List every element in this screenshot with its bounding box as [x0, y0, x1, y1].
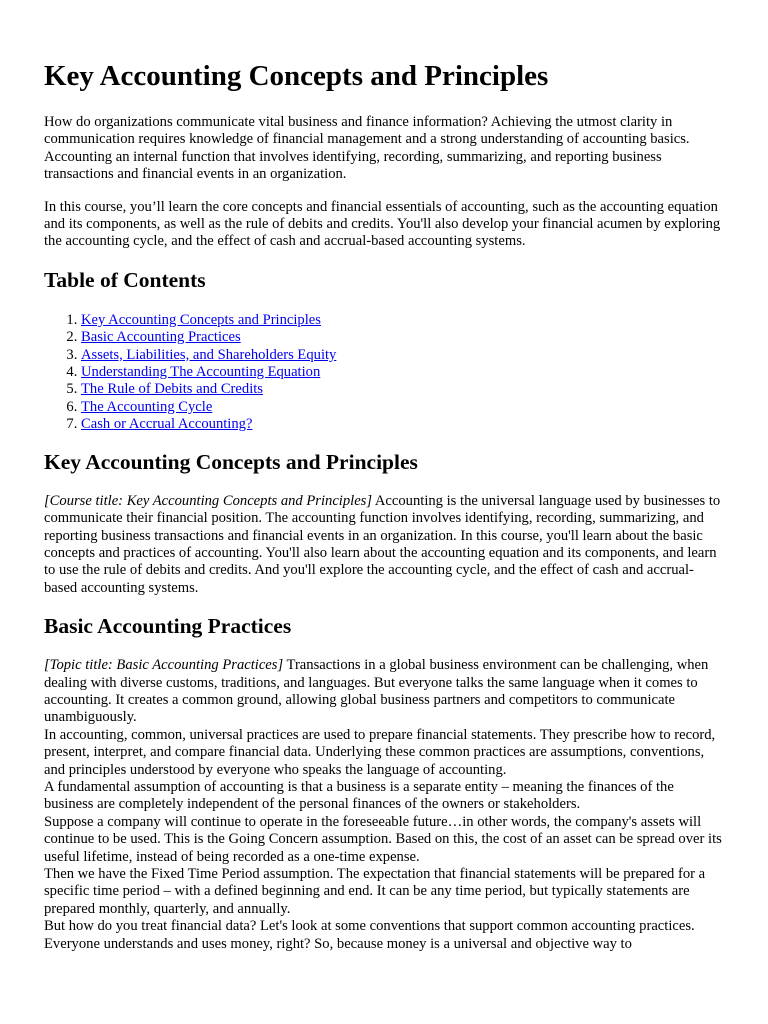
toc-link-accounting-equation[interactable]: Understanding The Accounting Equation — [81, 364, 321, 381]
section-paragraph — [44, 657, 724, 727]
toc-item — [81, 329, 724, 346]
section-paragraph: Suppose a company will continue to operate in the foreseeable future…in other words, the company's assets will continue to be used. This is the Going Concern assumption. Based on this, the cost of an asset can be spread over its useful lifetime, instead of being recorded as a one-time expense. — [44, 813, 722, 865]
section-paragraph: But how do you treat financial data? Let's look at some conventions that support common accounting practices. Everyone understands and uses money, right? So, because money is a universal and objective way to — [44, 918, 695, 952]
section-paragraph — [44, 493, 724, 597]
section-text: Accounting is the universal language used by businesses to communicate their financial position. The accounting function involves identifying, recording, summarizing, and reporting business transactions and financial events in an organization. In this course, you'll learn about the basic concepts and practices of accounting. You'll also learn about the accounting equation and its components, and learn to use the rule of debits and credits. And you'll explore the accounting cycle, and the effect of cash and accrual-based accounting systems. — [44, 492, 721, 596]
course-title-label: [Course title: Key Accounting Concepts and Principles] — [44, 492, 373, 509]
section-paragraph: In accounting, common, universal practices are used to prepare financial statements. They prescribe how to record, present, interpret, and compare financial data. Underlying these common practices are assumptions, conventions, and principles understood by everyone who speaks the language of accounting. — [44, 726, 716, 778]
toc-link-basic-practices[interactable]: Basic Accounting Practices — [81, 329, 241, 346]
toc-item — [81, 312, 724, 329]
toc-link-key-concepts[interactable]: Key Accounting Concepts and Principles — [81, 311, 321, 328]
toc-heading: Table of Contents — [44, 267, 206, 292]
intro-paragraph-2: In this course, you’ll learn the core concepts and financial essentials of accounting, such as the accounting equation and its components, as well as the rule of debits and credits. You'll also develop your financial acumen by exploring the accounting cycle, and the effect of cash and accrual-based accounting systems. — [44, 198, 721, 250]
table-of-contents — [44, 312, 724, 434]
toc-item — [81, 416, 724, 433]
toc-link-cash-accrual[interactable]: Cash or Accrual Accounting? — [81, 416, 253, 433]
section-heading-key-concepts: Key Accounting Concepts and Principles — [44, 449, 418, 474]
intro-paragraph-1: How do organizations communicate vital business and finance information? Achieving the utmost clarity in communication requires knowledge of financial management and a strong understanding of accounting basics. Accounting an internal function that involves identifying, recording, summarizing, and reporting business transactions and financial events in an organization. — [44, 114, 690, 183]
toc-link-debits-credits[interactable]: The Rule of Debits and Credits — [81, 381, 263, 398]
toc-item — [81, 364, 724, 381]
toc-link-accounting-cycle[interactable]: The Accounting Cycle — [81, 398, 213, 415]
topic-title-label: [Topic title: Basic Accounting Practices] — [44, 657, 284, 674]
toc-item — [81, 381, 724, 398]
section-paragraph: A fundamental assumption of accounting is that a business is a separate entity – meaning the finances of the business are completely independent of the personal finances of the owners or stakeholders. — [44, 778, 674, 813]
toc-item — [81, 347, 724, 364]
section-paragraph: Then we have the Fixed Time Period assumption. The expectation that financial statements will be prepared for a specific time period – with a defined beginning and end. It can be any time period, but typically statements are prepared monthly, quarterly, and annually. — [44, 866, 706, 917]
toc-item — [81, 399, 724, 416]
section-text: Transactions in a global business environment can be challenging, when dealing with diverse customs, traditions, and languages. But everyone talks the same language when it comes to accounting. It creates a common ground, allowing global business partners and competitors to communicate unambiguously. — [44, 657, 709, 726]
toc-link-assets-liabilities[interactable]: Assets, Liabilities, and Shareholders Equity — [81, 346, 337, 363]
section-heading-basic-practices: Basic Accounting Practices — [44, 614, 292, 639]
page-title: Key Accounting Concepts and Principles — [44, 60, 549, 92]
